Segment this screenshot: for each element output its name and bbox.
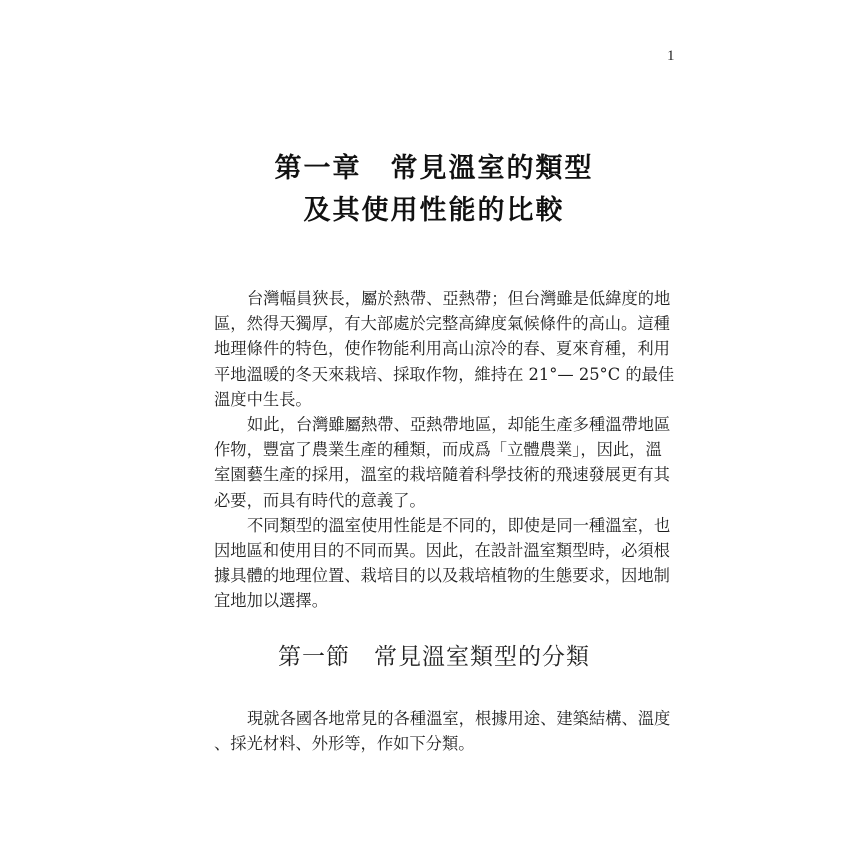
- chapter-title-line-1: 第一章 常見溫室的類型: [274, 153, 594, 184]
- text-line: 、採光材料、外形等，作如下分類。: [214, 734, 475, 754]
- text-line: 區，然得天獨厚，有大部處於完整高緯度氣候條件的高山。這種: [214, 314, 670, 334]
- chapter-title: [0, 148, 850, 232]
- section-title: 第一節 常見溫室類型的分類: [278, 644, 590, 670]
- text-line: 宜地加以選擇。: [214, 591, 328, 611]
- text-line: 必要，而具有時代的意義了。: [214, 490, 426, 510]
- paragraph-1: [214, 286, 675, 412]
- text-line: 據具體的地理位置、栽培目的以及栽培植物的生態要求，因地制: [214, 566, 670, 586]
- text-line: 如此，台灣雖屬熱帶、亞熱帶地區，却能生產多種溫帶地區: [247, 415, 671, 435]
- text-line: 作物，豐富了農業生產的種類，而成爲「立體農業」，因此，溫: [214, 440, 662, 460]
- text-line: 不同類型的溫室使用性能是不同的，即使是同一種溫室，也: [247, 515, 671, 535]
- text-line: 平地溫暖的冬天來栽培、採取作物，維持在 21°— 25°C 的最佳: [214, 364, 675, 384]
- section-paragraph: [214, 706, 671, 756]
- text-line: 台灣幅員狹長，屬於熱帶、亞熱帶；但台灣雖是低緯度的地: [247, 289, 671, 308]
- text-line: 因地區和使用目的不同而異。因此，在設計溫室類型時，必須根: [214, 541, 670, 561]
- paragraph-3: [214, 513, 671, 614]
- text-line: 地理條件的特色，使作物能利用高山涼冷的春、夏來育種，利用: [214, 339, 670, 359]
- section-text: [214, 706, 671, 756]
- chapter-title-line-2: 及其使用性能的比較: [303, 195, 565, 226]
- paragraph-2: [214, 412, 671, 513]
- intro-text: [214, 286, 675, 614]
- text-line: 溫度中生長。: [214, 389, 312, 409]
- text-line: 現就各國各地常見的各種溫室，根據用途、建築結構、溫度: [247, 709, 671, 728]
- page-number: 1: [667, 48, 675, 64]
- text-line: 室園藝生產的採用，溫室的栽培隨着科學技術的飛速發展更有其: [214, 465, 670, 485]
